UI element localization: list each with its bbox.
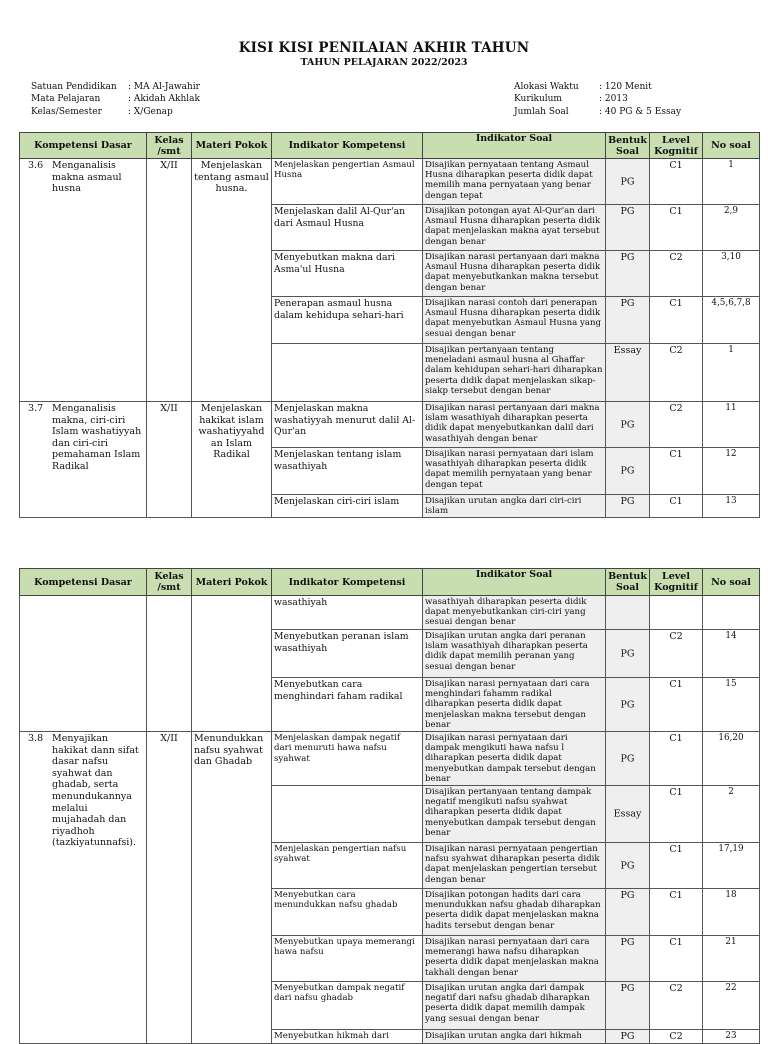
level-kognitif-cell: C1 [650,889,703,936]
meta-info-right: Alokasi Waktu : 120 Menit Kurikulum : 2013 Jumlah Soal : 40 PG & 5 Essay [514,82,682,117]
bentuk-soal-cell: PG [606,251,650,297]
no-soal-cell: 21 [703,936,760,982]
bentuk-soal-cell: PG [606,982,650,1030]
no-soal-cell: 22 [703,982,760,1030]
bentuk-soal-cell: PG [606,448,650,495]
indikator-soal-cell: Disajikan pernyataan tentang Asmaul Husna diharapkan peserta didik dapat memilih mana pernyataan yang benar dengan tepat [423,159,606,205]
kisi-table-2 [19,568,760,1044]
no-soal-cell: 14 [703,630,760,678]
materi-pokok-cell: Menjelaskan hakikat islam washatiyyahd an Islam Radikal [192,402,272,518]
no-soal-cell: 18 [703,889,760,936]
table-row [20,159,760,205]
indikator-soal-cell: Disajikan urutan angka dari hikmah [423,1030,606,1044]
level-kognitif-cell: C1 [650,205,703,251]
indikator-soal-cell: Disajikan narasi pernyataan dari dampak mengikuti hawa nafsu l diharapkan peserta didik dapat menyebutkan dampak tersebut dengan benar [423,732,606,786]
indikator-soal-cell: Disajikan potongan hadits dari cara menundukkan nafsu ghadab diharapkan peserta didik dapat menjelaskan makna hadits tersebut dengan benar [423,889,606,936]
bentuk-soal-cell: PG [606,495,650,518]
bentuk-soal-cell: PG [606,297,650,344]
bentuk-soal-cell: PG [606,678,650,732]
indikator-kompetensi-cell: Menyebutkan dampak negatif dari nafsu ghadab [272,982,423,1030]
indikator-kompetensi-cell: Menyebutkan cara menundukkan nafsu ghadab [272,889,423,936]
kelas-cell [147,596,192,732]
no-soal-cell: 17,19 [703,843,760,889]
indikator-kompetensi-cell: Menyebutkan makna dari Asma'ul Husna [272,251,423,297]
indikator-soal-cell: Disajikan narasi pernyataan dari cara memerangi hawa nafsu diharapkan peserta didik dapat menjelaskan makna takhali dengan benar [423,936,606,982]
col-kelas-smt: Kelas /smt [147,133,192,159]
meta-info-left: Satuan Pendidikan : MA Al-Jawahir Mata Pelajaran : Akidah Akhlak Kelas/Semester : X/Genap [31,82,200,117]
no-soal-cell: 15 [703,678,760,732]
bentuk-soal-cell: Essay [606,344,650,402]
bentuk-soal-cell: PG [606,159,650,205]
kelas-cell: X/II [147,402,192,518]
col-level-kognitif: Level Kognitif [650,569,703,596]
level-kognitif-cell: C2 [650,630,703,678]
indikator-soal-cell: Disajikan urutan angka dari ciri-ciri islam [423,495,606,518]
no-soal-cell [703,596,760,630]
no-soal-cell: 2,9 [703,205,760,251]
col-no-soal: No soal [703,133,760,159]
col-indikator-soal: Indikator Soal [423,133,606,159]
indikator-kompetensi-cell: Menjelaskan pengertian nafsu syahwat [272,843,423,889]
col-kelas-smt: Kelas /smt [147,569,192,596]
indikator-kompetensi-cell: Menjelaskan ciri-ciri islam [272,495,423,518]
indikator-soal-cell: Disajikan potongan ayat Al-Qur'an dari Asmaul Husna diharapkan peserta didik dapat menjelaskan makna ayat tersebut dengan benar [423,205,606,251]
kompetensi-dasar-cell [20,596,147,732]
no-soal-cell: 11 [703,402,760,448]
kompetensi-dasar-cell: 3.8 Menyajikan hakikat dann sifat dasar nafsu syahwat dan ghadab, serta menundukannya melalui mujahadah dan riyadhoh (tazkiyatunnafsi). [20,732,147,1044]
bentuk-soal-cell: PG [606,889,650,936]
indikator-kompetensi-cell: Menjelaskan dalil Al-Qur'an dari Asmaul Husna [272,205,423,251]
indikator-soal-cell: Disajikan narasi contoh dari penerapan Asmaul Husna diharapkan peserta didik dapat menyebutkan Asmaul Husna yang sesuai dengan benar [423,297,606,344]
table-row [20,596,760,630]
level-kognitif-cell: C1 [650,297,703,344]
indikator-kompetensi-cell: Menyebutkan cara menghindari faham radikal [272,678,423,732]
kelas-cell: X/II [147,159,192,402]
indikator-kompetensi-cell: Menjelaskan tentang islam wasathiyah [272,448,423,495]
level-kognitif-cell: C1 [650,732,703,786]
col-bentuk-soal: Bentuk Soal [606,569,650,596]
table-row [20,732,760,786]
indikator-soal-cell: Disajikan narasi pernyataan pengertian nafsu syahwat diharapkan peserta didik dapat menjelaskan pengertian tersebut dengan benar [423,843,606,889]
no-soal-cell: 12 [703,448,760,495]
indikator-soal-cell: Disajikan narasi pertanyaan dari makna islam wasathiyah diharapkan peserta didik dapat menyebutkankan dalil dari wasathiyah dengan benar [423,402,606,448]
document-subtitle: TAHUN PELAJARAN 2022/2023 [300,57,468,68]
materi-pokok-cell [192,596,272,732]
col-no-soal: No soal [703,569,760,596]
indikator-kompetensi-cell: Menyebutkan hikmah dari [272,1030,423,1044]
indikator-kompetensi-cell: wasathiyah [272,596,423,630]
level-kognitif-cell: C1 [650,159,703,205]
level-kognitif-cell: C1 [650,448,703,495]
bentuk-soal-cell [606,596,650,630]
col-indikator-soal: Indikator Soal [423,569,606,596]
level-kognitif-cell: C2 [650,402,703,448]
no-soal-cell: 1 [703,159,760,205]
kompetensi-dasar-cell: 3.7 Menganalisis makna, ciri-ciri Islam washatiyyah dan ciri-ciri pemahaman Islam Radikal [20,402,147,518]
no-soal-cell: 13 [703,495,760,518]
level-kognitif-cell: C1 [650,678,703,732]
col-level-kognitif: Level Kognitif [650,133,703,159]
no-soal-cell: 23 [703,1030,760,1044]
indikator-kompetensi-cell: Menyebutkan upaya memerangi hawa nafsu [272,936,423,982]
level-kognitif-cell: C2 [650,251,703,297]
indikator-soal-cell: wasathiyah diharapkan peserta didik dapat menyebutkankan ciri-ciri yang sesuai dengan benar [423,596,606,630]
col-materi-pokok: Materi Pokok [192,133,272,159]
indikator-soal-cell: Disajikan narasi pernyataan dari cara menghindari fahamm radikal diharapkan peserta didik dapat menjelaskan makna tersebut dengan benar [423,678,606,732]
bentuk-soal-cell: PG [606,402,650,448]
level-kognitif-cell [650,596,703,630]
level-kognitif-cell: C1 [650,786,703,843]
no-soal-cell: 3,10 [703,251,760,297]
col-kompetensi-dasar: Kompetensi Dasar [20,133,147,159]
indikator-soal-cell: Disajikan narasi pertanyaan dari makna Asmaul Husna diharapkan peserta didik dapat menyebutkankan makna tersebut dengan benar [423,251,606,297]
indikator-kompetensi-cell: Penerapan asmaul husna dalam kehidupa sehari-hari [272,297,423,344]
no-soal-cell: 2 [703,786,760,843]
indikator-soal-cell: Disajikan urutan angka dari dampak negatif dari nafsu ghadab diharapkan peserta didik dapat memilih dampak yang sesuai dengan benar [423,982,606,1030]
col-materi-pokok: Materi Pokok [192,569,272,596]
indikator-soal-cell: Disajikan narasi pernyataan dari islam wasathiyah diharapkan peserta didik dapat memilih pernyataan yang benar dengan tepat [423,448,606,495]
col-indikator-kompetensi: Indikator Kompetensi [272,569,423,596]
indikator-kompetensi-cell [272,344,423,402]
indikator-soal-cell: Disajikan pertanyaan tentang dampak negatif mengikuti nafsu syahwat diharapkan peserta didik dapat menyebutkan dampak tersebut dengan benar [423,786,606,843]
kelas-cell: X/II [147,732,192,1044]
level-kognitif-cell: C1 [650,843,703,889]
kisi-table-1 [19,132,760,518]
indikator-soal-cell: Disajikan pertanyaan tentang meneladani asmaul husna al Ghaffar dalam kehidupan sehari-hari diharapkan peserta didik dapat menjelaskan sikap-siakp tersebut dengan benar [423,344,606,402]
level-kognitif-cell: C2 [650,982,703,1030]
indikator-kompetensi-cell: Menjelaskan dampak negatif dari menuruti hawa nafsu syahwat [272,732,423,786]
col-indikator-kompetensi: Indikator Kompetensi [272,133,423,159]
col-kompetensi-dasar: Kompetensi Dasar [20,569,147,596]
kompetensi-dasar-cell: 3.6 Menganalisis makna asmaul husna [20,159,147,402]
indikator-soal-cell: Disajikan urutan angka dari peranan islam wasathiyah diharapkan peserta didik dapat memilih peranan yang sesuai dengan benar [423,630,606,678]
no-soal-cell: 4,5,6,7,8 [703,297,760,344]
no-soal-cell: 1 [703,344,760,402]
materi-pokok-cell: Menjelaskan tentang asmaul husna. [192,159,272,402]
no-soal-cell: 16,20 [703,732,760,786]
level-kognitif-cell: C2 [650,344,703,402]
document-title: KISI KISI PENILAIAN AKHIR TAHUN [238,40,530,56]
bentuk-soal-cell: PG [606,630,650,678]
bentuk-soal-cell: Essay [606,786,650,843]
indikator-kompetensi-cell: Menjelaskan pengertian Asmaul Husna [272,159,423,205]
level-kognitif-cell: C2 [650,1030,703,1044]
level-kognitif-cell: C1 [650,495,703,518]
level-kognitif-cell: C1 [650,936,703,982]
indikator-kompetensi-cell [272,786,423,843]
materi-pokok-cell: Menundukkan nafsu syahwat dan Ghadab [192,732,272,1044]
bentuk-soal-cell: PG [606,205,650,251]
bentuk-soal-cell: PG [606,936,650,982]
indikator-kompetensi-cell: Menyebutkan peranan islam wasathiyah [272,630,423,678]
bentuk-soal-cell: PG [606,843,650,889]
table-row [20,402,760,448]
bentuk-soal-cell: PG [606,1030,650,1044]
bentuk-soal-cell: PG [606,732,650,786]
indikator-kompetensi-cell: Menjelaskan makna washatiyyah menurut dalil Al-Qur'an [272,402,423,448]
col-bentuk-soal: Bentuk Soal [606,133,650,159]
